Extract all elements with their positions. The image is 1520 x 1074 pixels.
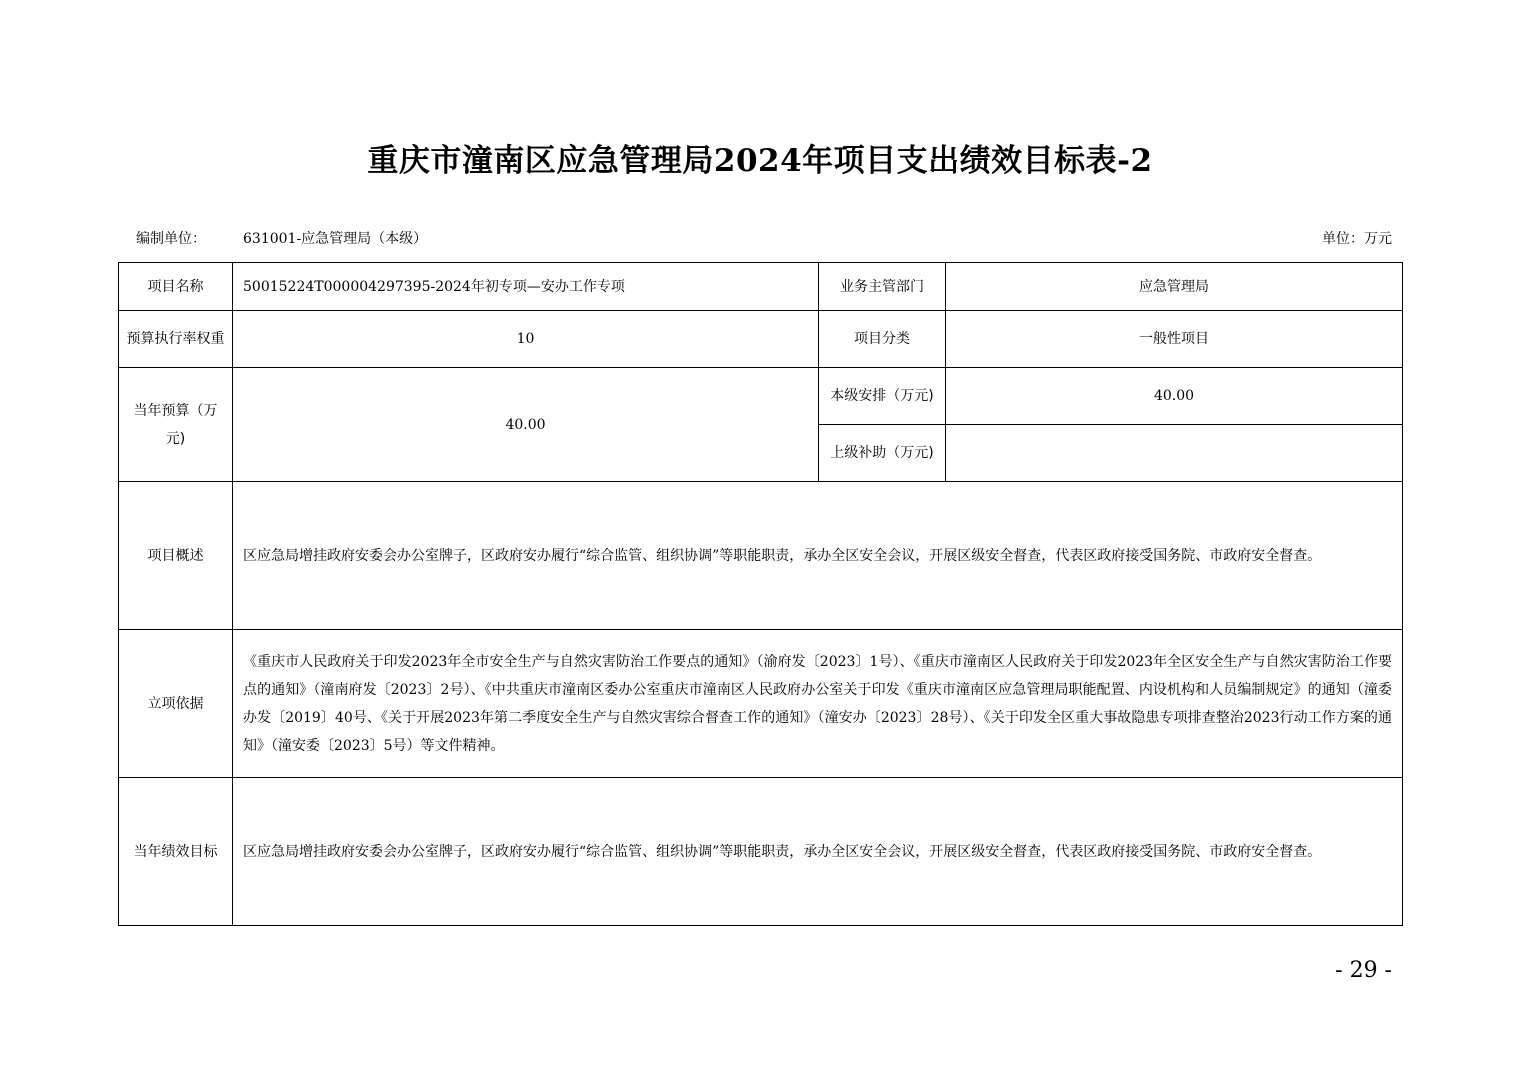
page-number: - 29 - (1335, 958, 1392, 983)
local-arrangement-label: 本级安排（万元) (819, 368, 946, 425)
project-name-label: 项目名称 (119, 263, 233, 311)
table-row (119, 368, 1403, 425)
local-arrangement-value: 40.00 (946, 368, 1403, 425)
compiling-unit-value: 631001-应急管理局（本级） (243, 231, 428, 247)
upper-subsidy-value (946, 425, 1403, 482)
basis-value: 《重庆市人民政府关于印发2023年全市安全生产与自然灾害防治工作要点的通知》（渝府发〔2023〕1号）、《重庆市潼南区人民政府关于印发2023年全区安全生产与自然灾害防治工作要点的通知》（潼南府发〔2023〕2号）、《中共重庆市潼南区委办公室重庆市潼南区人民政府办公室关于印发《重庆市潼南区应急管理局职能配置、内设机构和人员编制规定》的通知（潼委办发〔2019〕40号、《关于开展2023年第二季度安全生产与自然灾害综合督查工作的通知》（潼安办〔2023〕28号）、《关于印发全区重大事故隐患专项排查整治2023行动工作方案的通知》（潼安委〔2023〕5号）等文件精神。 (233, 630, 1403, 778)
dept-value: 应急管理局 (946, 263, 1403, 311)
basis-label: 立项依据 (119, 630, 233, 778)
table-row (119, 630, 1403, 778)
performance-target-table (118, 262, 1403, 926)
category-label: 项目分类 (819, 311, 946, 368)
goal-value: 区应急局增挂政府安委会办公室牌子，区政府安办履行“综合监管、组织协调”等职能职责，承办全区安全会议，开展区级安全督查，代表区政府接受国务院、市政府安全督查。 (233, 778, 1403, 926)
dept-label: 业务主管部门 (819, 263, 946, 311)
project-name-value: 50015224T000004297395-2024年初专项—安办工作专项 (233, 263, 819, 311)
exec-rate-value: 10 (233, 311, 819, 368)
table-row (119, 263, 1403, 311)
budget-label: 当年预算（万元) (119, 368, 233, 482)
budget-value: 40.00 (233, 368, 819, 482)
overview-value: 区应急局增挂政府安委会办公室牌子，区政府安办履行“综合监管、组织协调”等职能职责，承办全区安全会议，开展区级安全督查，代表区政府接受国务院、市政府安全督查。 (233, 482, 1403, 630)
table-row (119, 482, 1403, 630)
table-row (119, 311, 1403, 368)
page-title: 重庆市潼南区应急管理局2024年项目支出绩效目标表-2 (367, 143, 1153, 179)
category-value: 一般性项目 (946, 311, 1403, 368)
exec-rate-label: 预算执行率权重 (119, 311, 233, 368)
table-row (119, 778, 1403, 926)
upper-subsidy-label: 上级补助（万元) (819, 425, 946, 482)
overview-label: 项目概述 (119, 482, 233, 630)
currency-unit: 单位：万元 (1322, 231, 1392, 247)
goal-label: 当年绩效目标 (119, 778, 233, 926)
compiling-unit-label: 编制单位： (136, 231, 206, 247)
